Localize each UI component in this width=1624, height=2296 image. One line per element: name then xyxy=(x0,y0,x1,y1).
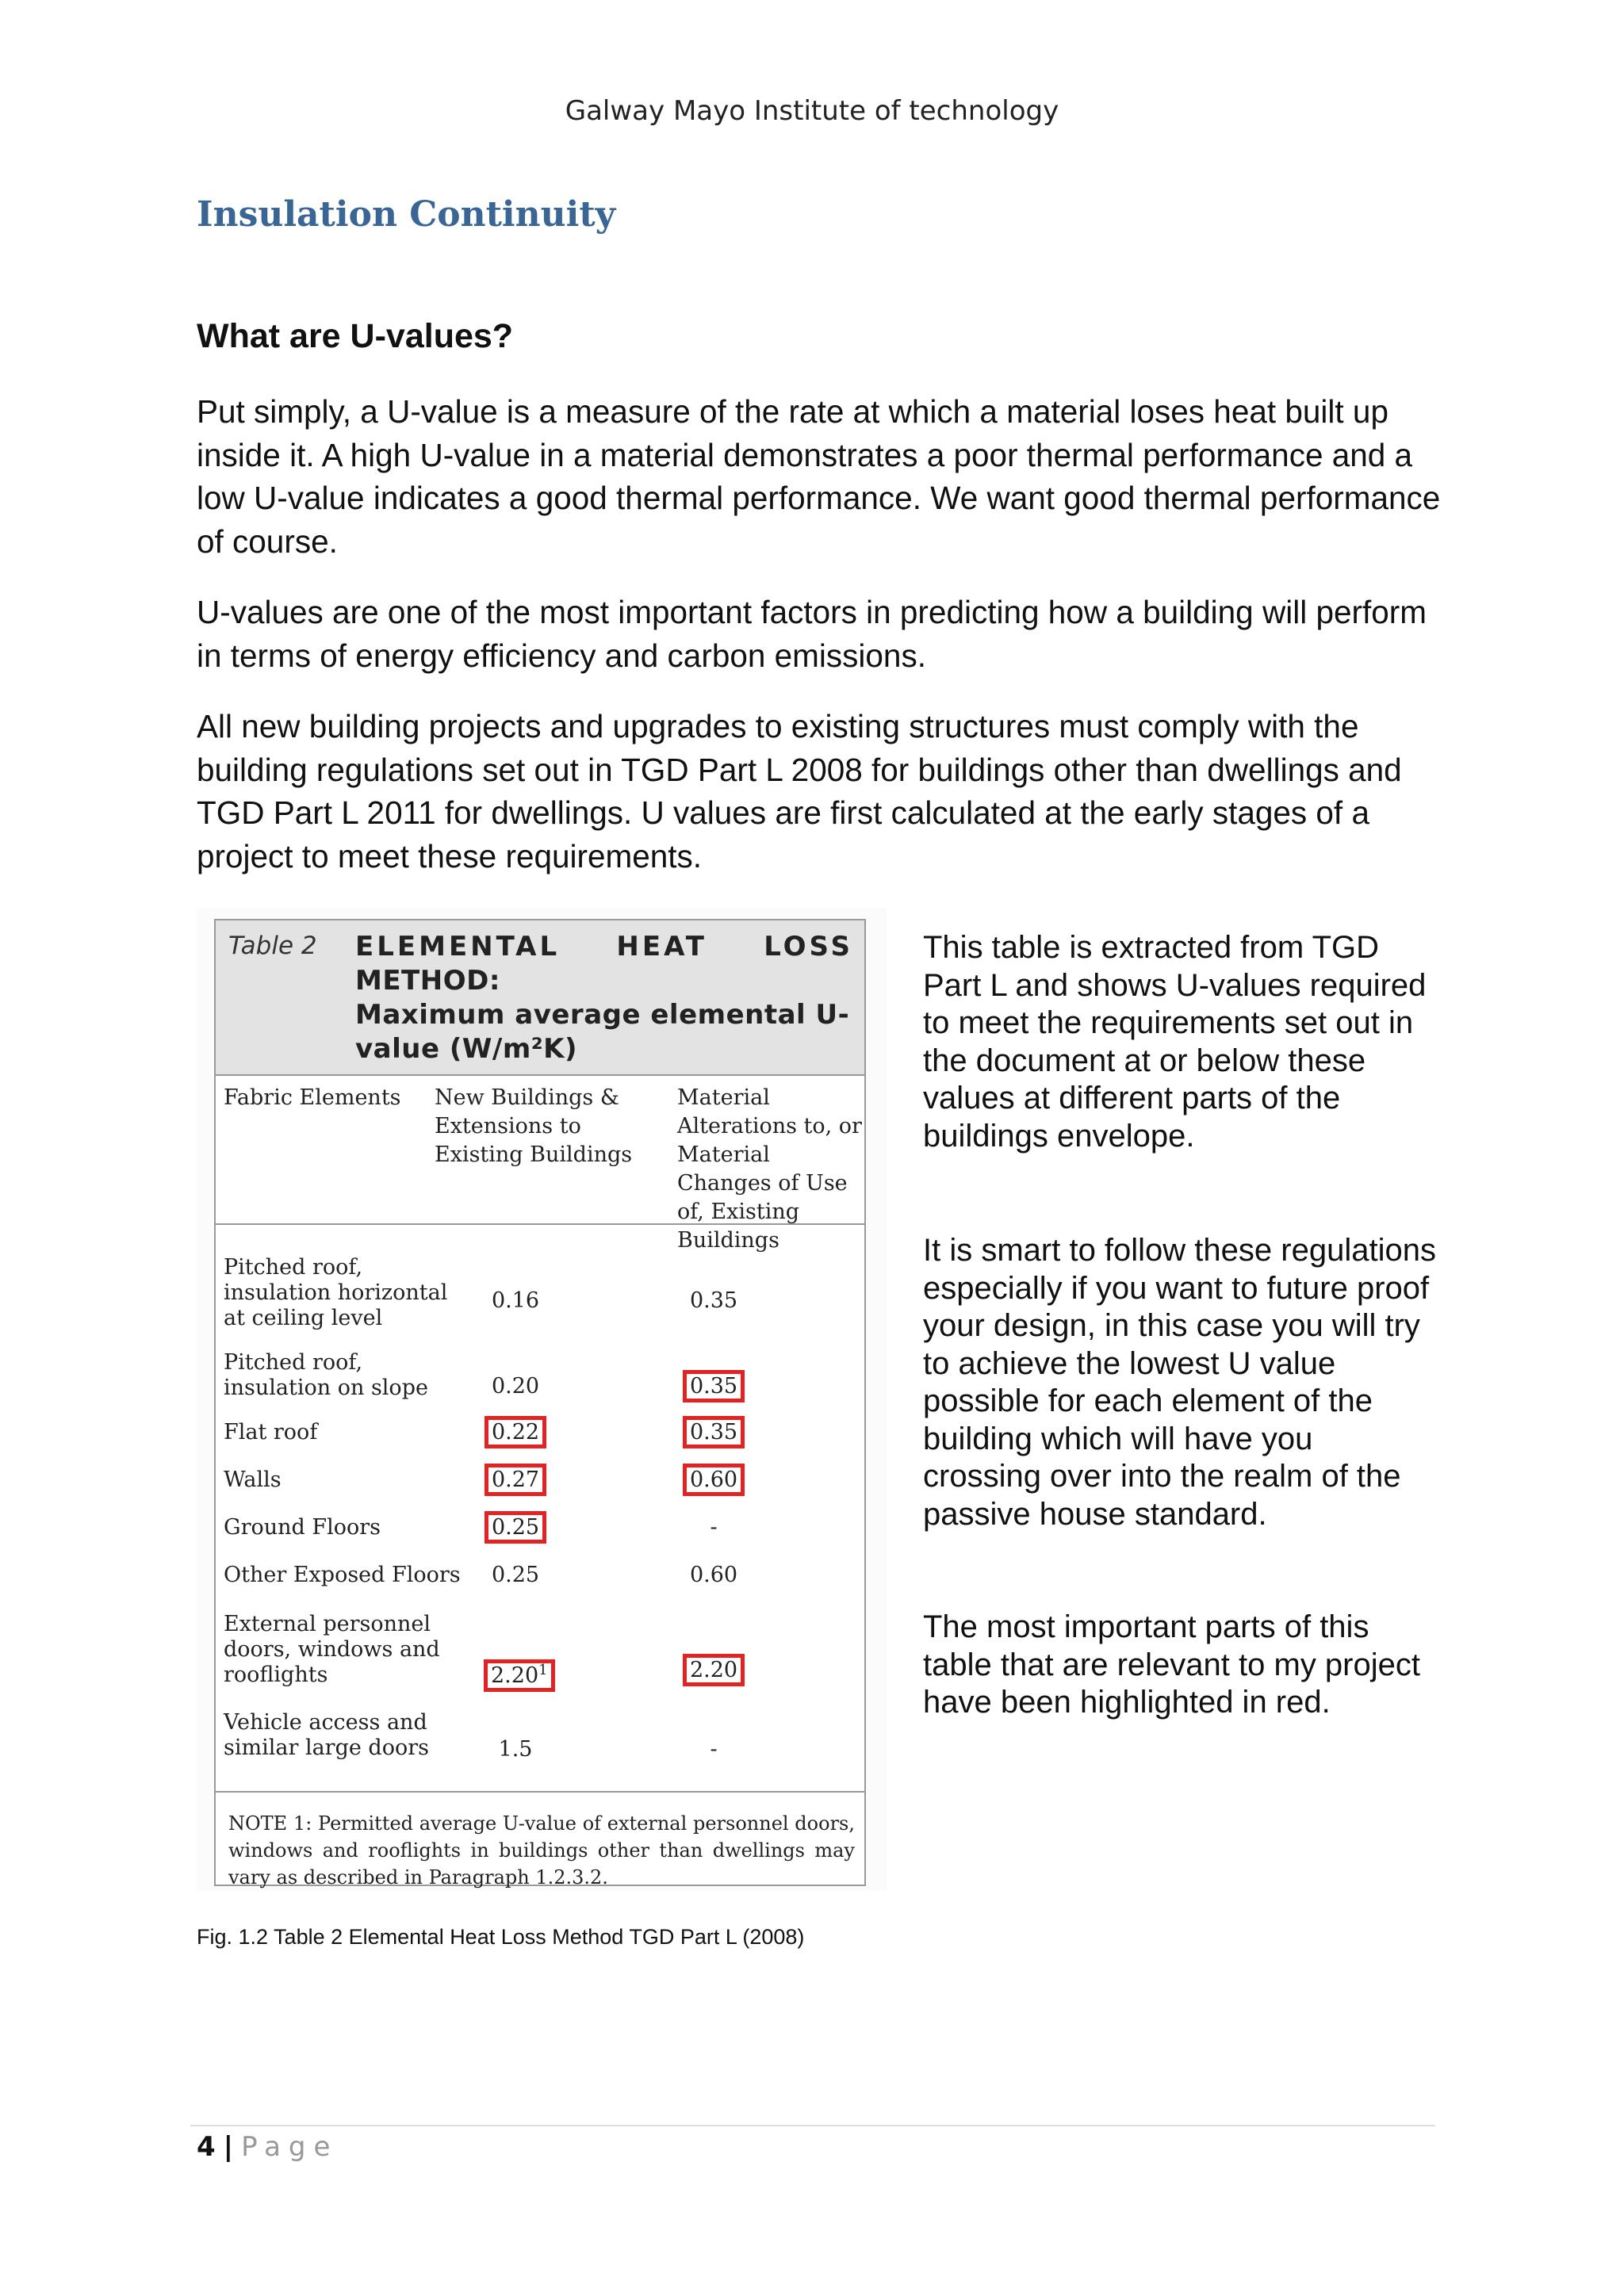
section-title: Insulation Continuity xyxy=(197,194,616,235)
row-element-name: Pitched roof, insulation horizontal at ceiling level xyxy=(224,1255,448,1330)
row-new-value: 0.20 xyxy=(491,1374,540,1399)
row-alt-value: 0.35 xyxy=(689,1288,738,1313)
row-element-name: Other Exposed Floors xyxy=(224,1563,461,1587)
table-note: NOTE 1: Permitted average U-value of external personnel doors, windows and rooflights in buildings other than dwellings may vary as described in Paragraph 1.2.3.2. xyxy=(228,1812,855,1888)
table-title-line: Maximum average elemental U- xyxy=(355,999,850,1031)
footer-divider xyxy=(190,2125,1435,2126)
row-alt-value-highlighted: 0.60 xyxy=(683,1464,745,1496)
table-header xyxy=(216,920,864,1076)
row-new-value: 1.5 xyxy=(498,1737,533,1762)
row-element-name: Ground Floors xyxy=(224,1515,381,1540)
figure-table-image xyxy=(197,908,887,1891)
note-divider xyxy=(216,1791,864,1793)
page-word: Page xyxy=(241,2131,339,2163)
row-new-value-highlighted: 0.27 xyxy=(485,1464,546,1496)
footnote-marker: 1 xyxy=(538,1662,548,1678)
table-title-line: METHOD: xyxy=(355,965,500,997)
table-title-word: HEAT xyxy=(616,931,707,962)
row-new-value-highlighted: 0.25 xyxy=(485,1511,546,1544)
table-title xyxy=(355,930,853,1066)
subsection-title: What are U-values? xyxy=(197,317,514,355)
row-new-value-highlighted: 0.22 xyxy=(485,1416,546,1448)
column-header-fabric: Fabric Elements xyxy=(224,1085,401,1110)
paragraph-regulations: All new building projects and upgrades to existing structures must comply with the building regulations set out in TGD Part L 2008 for buildings other than dwellings and TGD Part L 2011 for dwellings. U values are first calculated at the early stages of a project to meet these requirements. xyxy=(197,708,1402,874)
row-element-name: Walls xyxy=(224,1468,282,1492)
table-column-headers xyxy=(216,1077,864,1253)
figure-caption: Fig. 1.2 Table 2 Elemental Heat Loss Method TGD Part L (2008) xyxy=(197,1925,805,1949)
row-alt-value: 0.60 xyxy=(689,1563,738,1587)
side-paragraph-highlight: The most important parts of this table that are relevant to my project have been highlighted in red. xyxy=(923,1609,1420,1720)
row-new-value: 0.25 xyxy=(491,1563,540,1587)
row-element-name: Pitched roof, insulation on slope xyxy=(224,1350,428,1400)
row-alt-value: - xyxy=(710,1737,718,1762)
table-title-word: LOSS xyxy=(764,931,853,962)
row-element-name: Vehicle access and similar large doors xyxy=(224,1710,429,1760)
side-paragraph-advice: It is smart to follow these regulations especially if you want to future proof your design, in this case you will try to achieve the lowest U value possible for each element of the building which will have you crossing over into the realm of the passive house standard. xyxy=(923,1233,1436,1532)
paragraph-definition: Put simply, a U-value is a measure of the rate at which a material loses heat built up inside it. A high U-value in a material demonstrates a poor thermal performance and a low U-value indicates a good thermal performance. We want good thermal performance of course. xyxy=(197,393,1441,560)
row-element-name: External personnel doors, windows and rooflights xyxy=(224,1612,440,1687)
page-number: 4 xyxy=(197,2131,216,2163)
row-new-value-highlighted: 2.20$^1$ xyxy=(484,1659,555,1692)
u-value-table xyxy=(214,919,866,1886)
table-title-line: value (W/m²K) xyxy=(355,1033,578,1065)
column-header-new-buildings: New Buildings & Extensions to Existing Buildings xyxy=(435,1085,633,1167)
table-label: Table 2 xyxy=(228,932,317,960)
page-footer xyxy=(197,2131,338,2163)
row-new-value: 0.16 xyxy=(491,1288,540,1313)
paragraph-importance: U-values are one of the most important factors in predicting how a building will perform in terms of energy efficiency and carbon emissions. xyxy=(197,594,1427,674)
footer-separator: | xyxy=(223,2131,234,2163)
running-header: Galway Mayo Institute of technology xyxy=(565,95,1059,127)
row-alt-value-highlighted: 0.35 xyxy=(683,1370,745,1402)
row-element-name: Flat roof xyxy=(224,1420,318,1445)
side-paragraph-source: This table is extracted from TGD Part L and shows U-values required to meet the requirements set out in the document at or below these values at different parts of the buildings envelope. xyxy=(923,930,1427,1154)
row-alt-value: - xyxy=(710,1515,718,1540)
table-title-word: ELEMENTAL xyxy=(355,931,561,962)
column-header-alterations: Material Alterations to, or Material Changes of Use of, Existing Buildings xyxy=(677,1085,862,1253)
row-alt-value-highlighted: 2.20 xyxy=(683,1654,745,1686)
row-alt-value-highlighted: 0.35 xyxy=(683,1416,745,1448)
